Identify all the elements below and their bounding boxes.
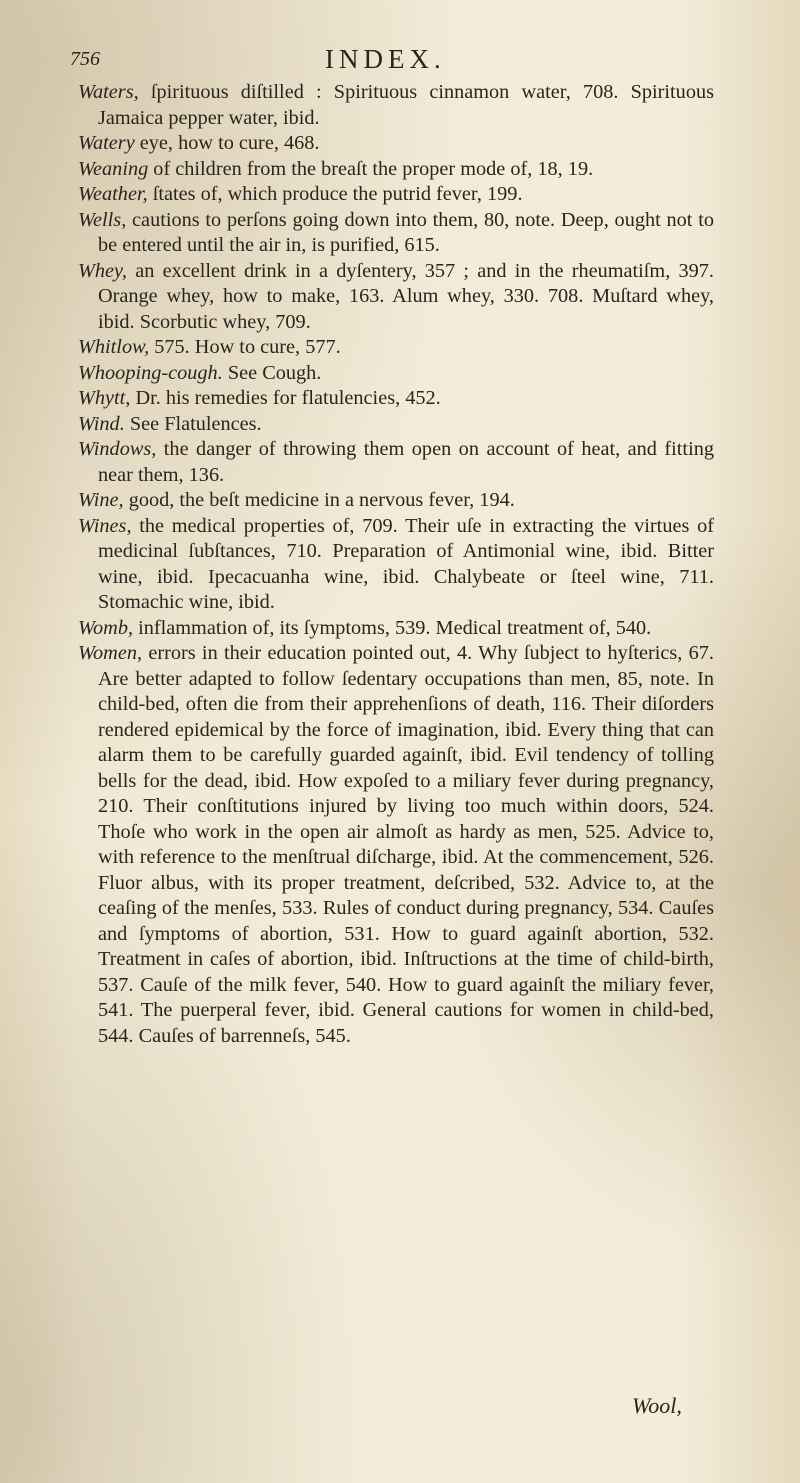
entry-text: Dr. his remedies for flatulencies, 452. [130, 387, 441, 409]
entry-headword: Whitlow, [78, 336, 150, 358]
index-entry-whytt [78, 386, 714, 412]
entry-headword: Wines, [78, 514, 132, 537]
entry-text: eye, how to cure, 468. [134, 132, 320, 154]
index-entry-weather [78, 182, 714, 208]
entry-text: an excellent drink in a dyſentery, 357 ; and in the rheumatiſm, 397. Orange whey, how to make, 163. Alum whey, 330. 708. Muſtard whey, ibid. Scorbutic whey, 709. [98, 259, 714, 333]
entry-headword: Watery [78, 132, 135, 154]
entry-headword: Wind. [78, 412, 125, 435]
entry-text: ſtates of, which produce the putrid fever, 199. [147, 183, 523, 205]
index-entry-wind [78, 412, 714, 438]
entry-headword: Waters, [78, 81, 139, 103]
index-entry-windows [78, 437, 714, 488]
entry-text: See Flatulences. [124, 412, 262, 435]
entry-headword: Weather, [78, 183, 148, 205]
index-entry-whooping-cough [78, 361, 714, 387]
entry-text: the danger of throwing them open on account of heat, and fitting near them, 136. [98, 438, 714, 486]
entry-headword: Whytt, [78, 387, 131, 409]
index-entry-wells [78, 208, 714, 259]
entry-text: errors in their education pointed out, 4. Why ſubject to hyſterics, 67. Are better adapted to follow ſedentary occupations than men, 85, note. In child-bed, often die from their apprehenſions of death, 116. Their diſorders rendered epidemical by the force of imagination, ibid. Every thing that can alarm them to be carefully guarded againſt, ibid. Evil tendency of tolling bells for the dead, ibid. How expoſed to a miliary fever during pregnancy, 210. Their conſtitutions injured by living too much within doors, 524. Thoſe who work in the open air almoſt as hardy as men, 525. Advice to, with reference to the menſtrual diſcharge, ibid. At the commencement, 526. Fluor albus, with its proper treatment, deſcribed, 532. Advice to, at the ceaſing of the menſes, 533. Rules of conduct during pregnancy, 534. Cauſes and ſymptoms of abortion, 531. How to guard againſt abortion, 532. Treatment in caſes of abortion, ibid. Inſtructions at the time of child-birth, 537. Cauſe of the milk fever, 540. How to guard againſt the miliary fever, 541. The puerperal fever, ibid. General cautions for women in child-bed, 544. Cauſes of barrenneſs, 545. [98, 642, 714, 1047]
index-entry-whey [78, 259, 714, 336]
running-head: INDEX. [325, 44, 446, 74]
entry-headword: Whey, [78, 259, 127, 282]
entry-text: good, the beſt medicine in a nervous fever, 194. [123, 489, 515, 511]
index-entry-women [78, 641, 714, 1049]
index-entry-wine [78, 488, 714, 514]
entry-text: ſpirituous diſtilled : Spirituous cinnamon water, 708. Spirituous Jamaica pepper water, ibid. [98, 81, 714, 129]
index-entry-weaning [78, 157, 714, 183]
index-entry-watery [78, 131, 714, 157]
page-header [70, 44, 730, 76]
index-entry-waters [78, 80, 714, 131]
entry-text: inflammation of, its ſymptoms, 539. Medical treatment of, 540. [133, 616, 652, 639]
index-entry-whitlow [78, 335, 714, 361]
entry-text: 575. How to cure, 577. [149, 336, 341, 358]
page-number: 756 [70, 48, 100, 70]
entry-text: See Cough. [222, 361, 322, 384]
entry-headword: Weaning [78, 157, 149, 180]
entry-text: of children from the breaſt the proper mode of, 18, 19. [148, 157, 594, 180]
entry-headword: Windows, [78, 438, 157, 460]
entry-headword: Womb, [78, 616, 134, 639]
entry-headword: Wells, [78, 208, 127, 231]
index-entry-wines [78, 514, 714, 616]
catchword: Wool, [632, 1393, 682, 1418]
entry-headword: Wine, [78, 489, 124, 511]
entry-text: cautions to perſons going down into them, 80, note. Deep, ought not to be entered until the air in, is purified, 615. [98, 208, 714, 256]
index-entry-womb [78, 616, 714, 642]
entry-text: the medical properties of, 709. Their uſe in extracting the virtues of medicinal ſubſtances, 710. Preparation of Antimonial wine, ibid. Bitter wine, ibid. Ipecacuanha wine, ibid. Chalybeate or ſteel wine, 711. Stomachic wine, ibid. [98, 514, 714, 613]
entry-headword: Whooping-cough. [78, 361, 223, 384]
index-entries [78, 80, 714, 1049]
entry-headword: Women, [78, 642, 143, 664]
